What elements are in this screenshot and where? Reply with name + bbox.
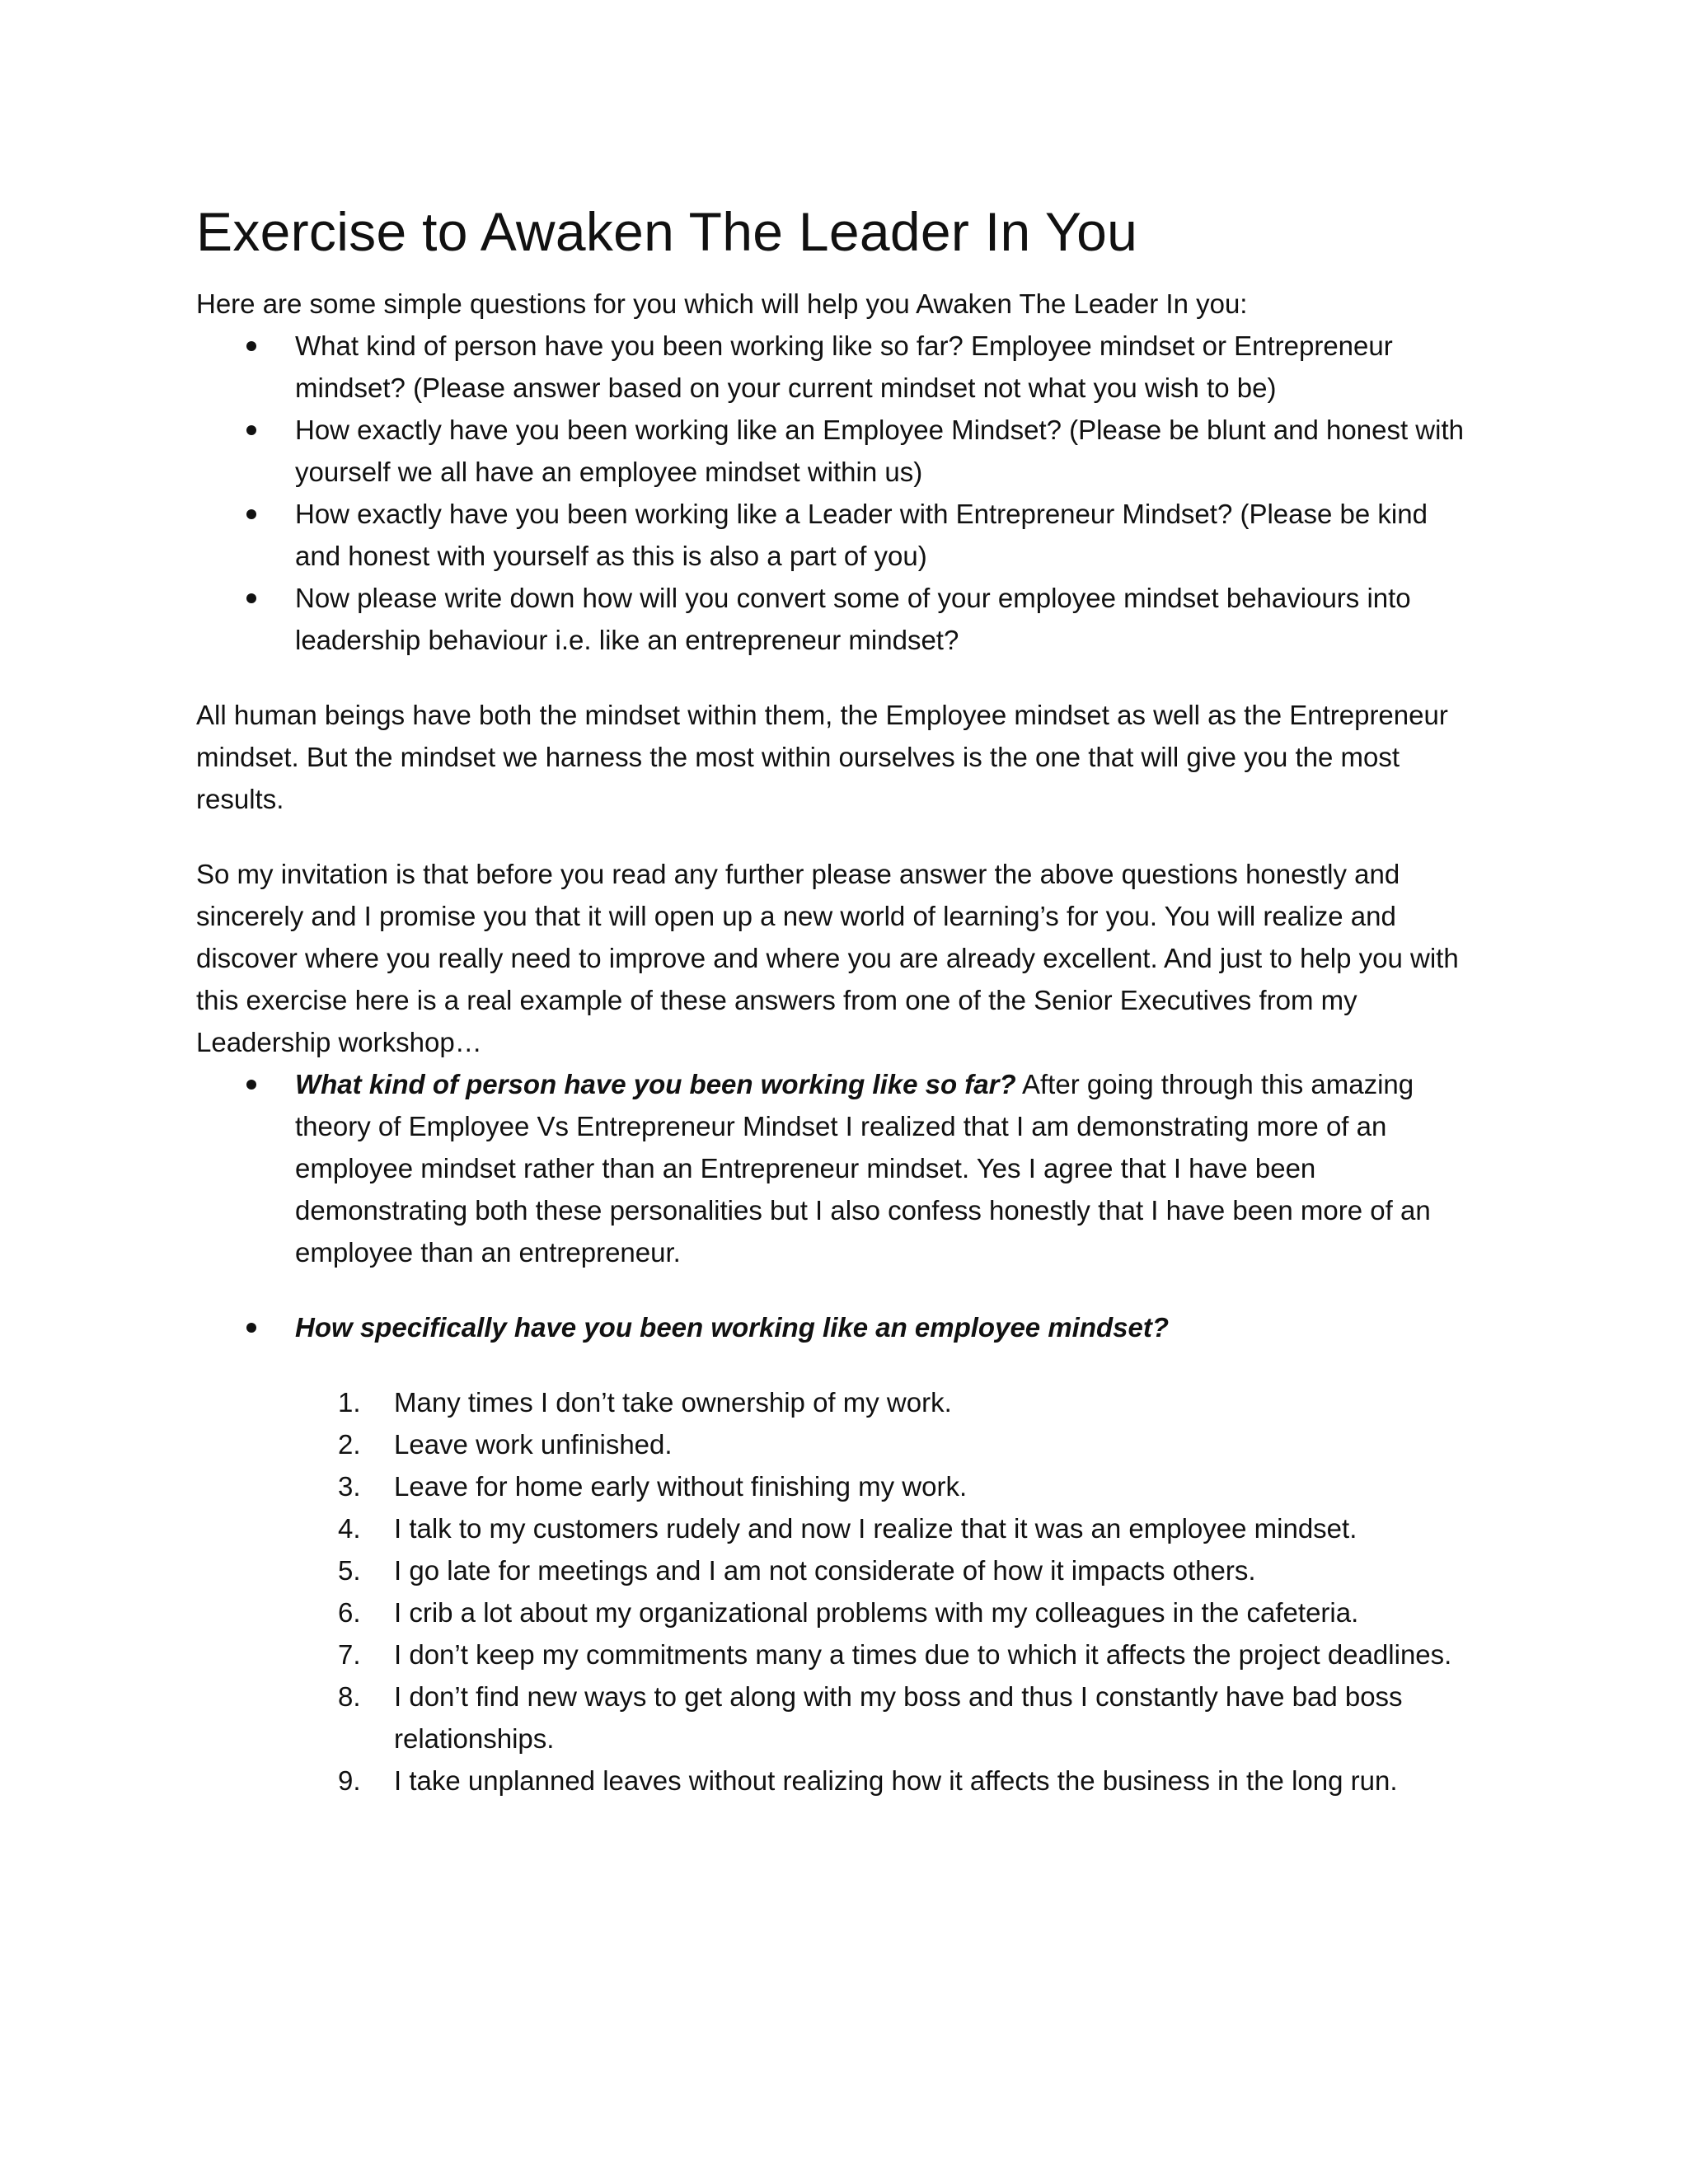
item-number: 7. — [338, 1638, 361, 1670]
question-item — [196, 577, 1465, 661]
item-number: 8. — [338, 1680, 361, 1712]
page-title: Exercise to Awaken The Leader In You — [196, 201, 1138, 262]
question-text: Now please write down how will you convert some of your employee mindset behaviours into leadership behaviour i.e. like an entrepreneur mindset? — [295, 582, 1411, 655]
intro-text: Here are some simple questions for you which will help you Awaken The Leader In you: — [196, 288, 1248, 319]
example-question: How specifically have you been working like an employee mindset? — [295, 1311, 1169, 1343]
bullet-icon — [246, 509, 256, 519]
example-answer: After going through this amazing theory of Employee Vs Entrepreneur Mindset I realized that I am demonstrating more of an employee mindset rather than an Entrepreneur mindset. Yes I agree that I have been demonstrating both these personalities but I also confess honestly that I have been more of an employee than an entrepreneur. — [295, 1068, 1431, 1268]
behaviour-item — [196, 1381, 1465, 1423]
item-text: Leave work unfinished. — [394, 1428, 673, 1460]
item-number: 5. — [338, 1554, 361, 1586]
item-number: 3. — [338, 1470, 361, 1502]
item-text: I talk to my customers rudely and now I realize that it was an employee mindset. — [394, 1512, 1357, 1544]
paragraph-invitation: So my invitation is that before you read any further please answer the above questions honestly and sincerely and I promise you that it will open up a new world of learning’s for you. You will realize and discover where you really need to improve and where you are already excellent. And just to help you with this exercise here is a real example of these answers from one of the Senior Executives from my Leadership workshop… — [196, 858, 1459, 1057]
item-text: I go late for meetings and I am not considerate of how it impacts others. — [394, 1554, 1256, 1586]
item-text: I don’t keep my commitments many a times due to which it affects the project deadlines. — [394, 1638, 1452, 1670]
bullet-icon — [246, 1323, 256, 1333]
item-text: Leave for home early without finishing my work. — [394, 1470, 968, 1502]
question-text: What kind of person have you been working like so far? Employee mindset or Entrepreneur mindset? (Please answer based on your current mindset not what you wish to be) — [295, 330, 1393, 403]
behaviour-item — [196, 1549, 1465, 1591]
example-list — [196, 1063, 1465, 1348]
question-item — [196, 325, 1465, 409]
item-number: 4. — [338, 1512, 361, 1544]
behaviour-item — [196, 1591, 1465, 1633]
behaviour-item — [196, 1633, 1465, 1675]
item-number: 2. — [338, 1428, 361, 1460]
question-text: How exactly have you been working like a Leader with Entrepreneur Mindset? (Please be kind and honest with yourself as this is also a part of you) — [295, 498, 1428, 571]
behaviour-item — [196, 1760, 1465, 1802]
behaviour-item — [196, 1675, 1465, 1760]
item-text: I crib a lot about my organizational problems with my colleagues in the cafeteria. — [394, 1596, 1359, 1628]
item-text: I take unplanned leaves without realizing how it affects the business in the long run. — [394, 1765, 1398, 1796]
question-list — [196, 325, 1465, 661]
behaviour-item — [196, 1465, 1465, 1507]
item-number: 1. — [338, 1386, 361, 1418]
item-text: I don’t find new ways to get along with my boss and thus I constantly have bad boss relationships. — [394, 1680, 1403, 1754]
bullet-icon — [246, 341, 256, 351]
bullet-icon — [246, 1080, 256, 1090]
document-body — [196, 198, 1465, 1802]
question-item — [196, 409, 1465, 493]
paragraph-mindsets: All human beings have both the mindset within them, the Employee mindset as well as the Entrepreneur mindset. But the mindset we harness the most within ourselves is the one that will give you the most results. — [196, 699, 1448, 814]
example-item — [196, 1306, 1465, 1348]
bullet-icon — [246, 593, 256, 603]
item-number: 9. — [338, 1765, 361, 1796]
bullet-icon — [246, 425, 256, 435]
item-text: Many times I don’t take ownership of my work. — [394, 1386, 952, 1418]
item-number: 6. — [338, 1596, 361, 1628]
example-item — [196, 1063, 1465, 1273]
example-question: What kind of person have you been working like so far? — [295, 1068, 1016, 1099]
question-text: How exactly have you been working like an Employee Mindset? (Please be blunt and honest with yourself we all have an employee mindset within us) — [295, 414, 1464, 487]
behaviour-item — [196, 1507, 1465, 1549]
question-item — [196, 493, 1465, 577]
behaviour-item — [196, 1423, 1465, 1465]
behaviour-list — [196, 1381, 1465, 1802]
